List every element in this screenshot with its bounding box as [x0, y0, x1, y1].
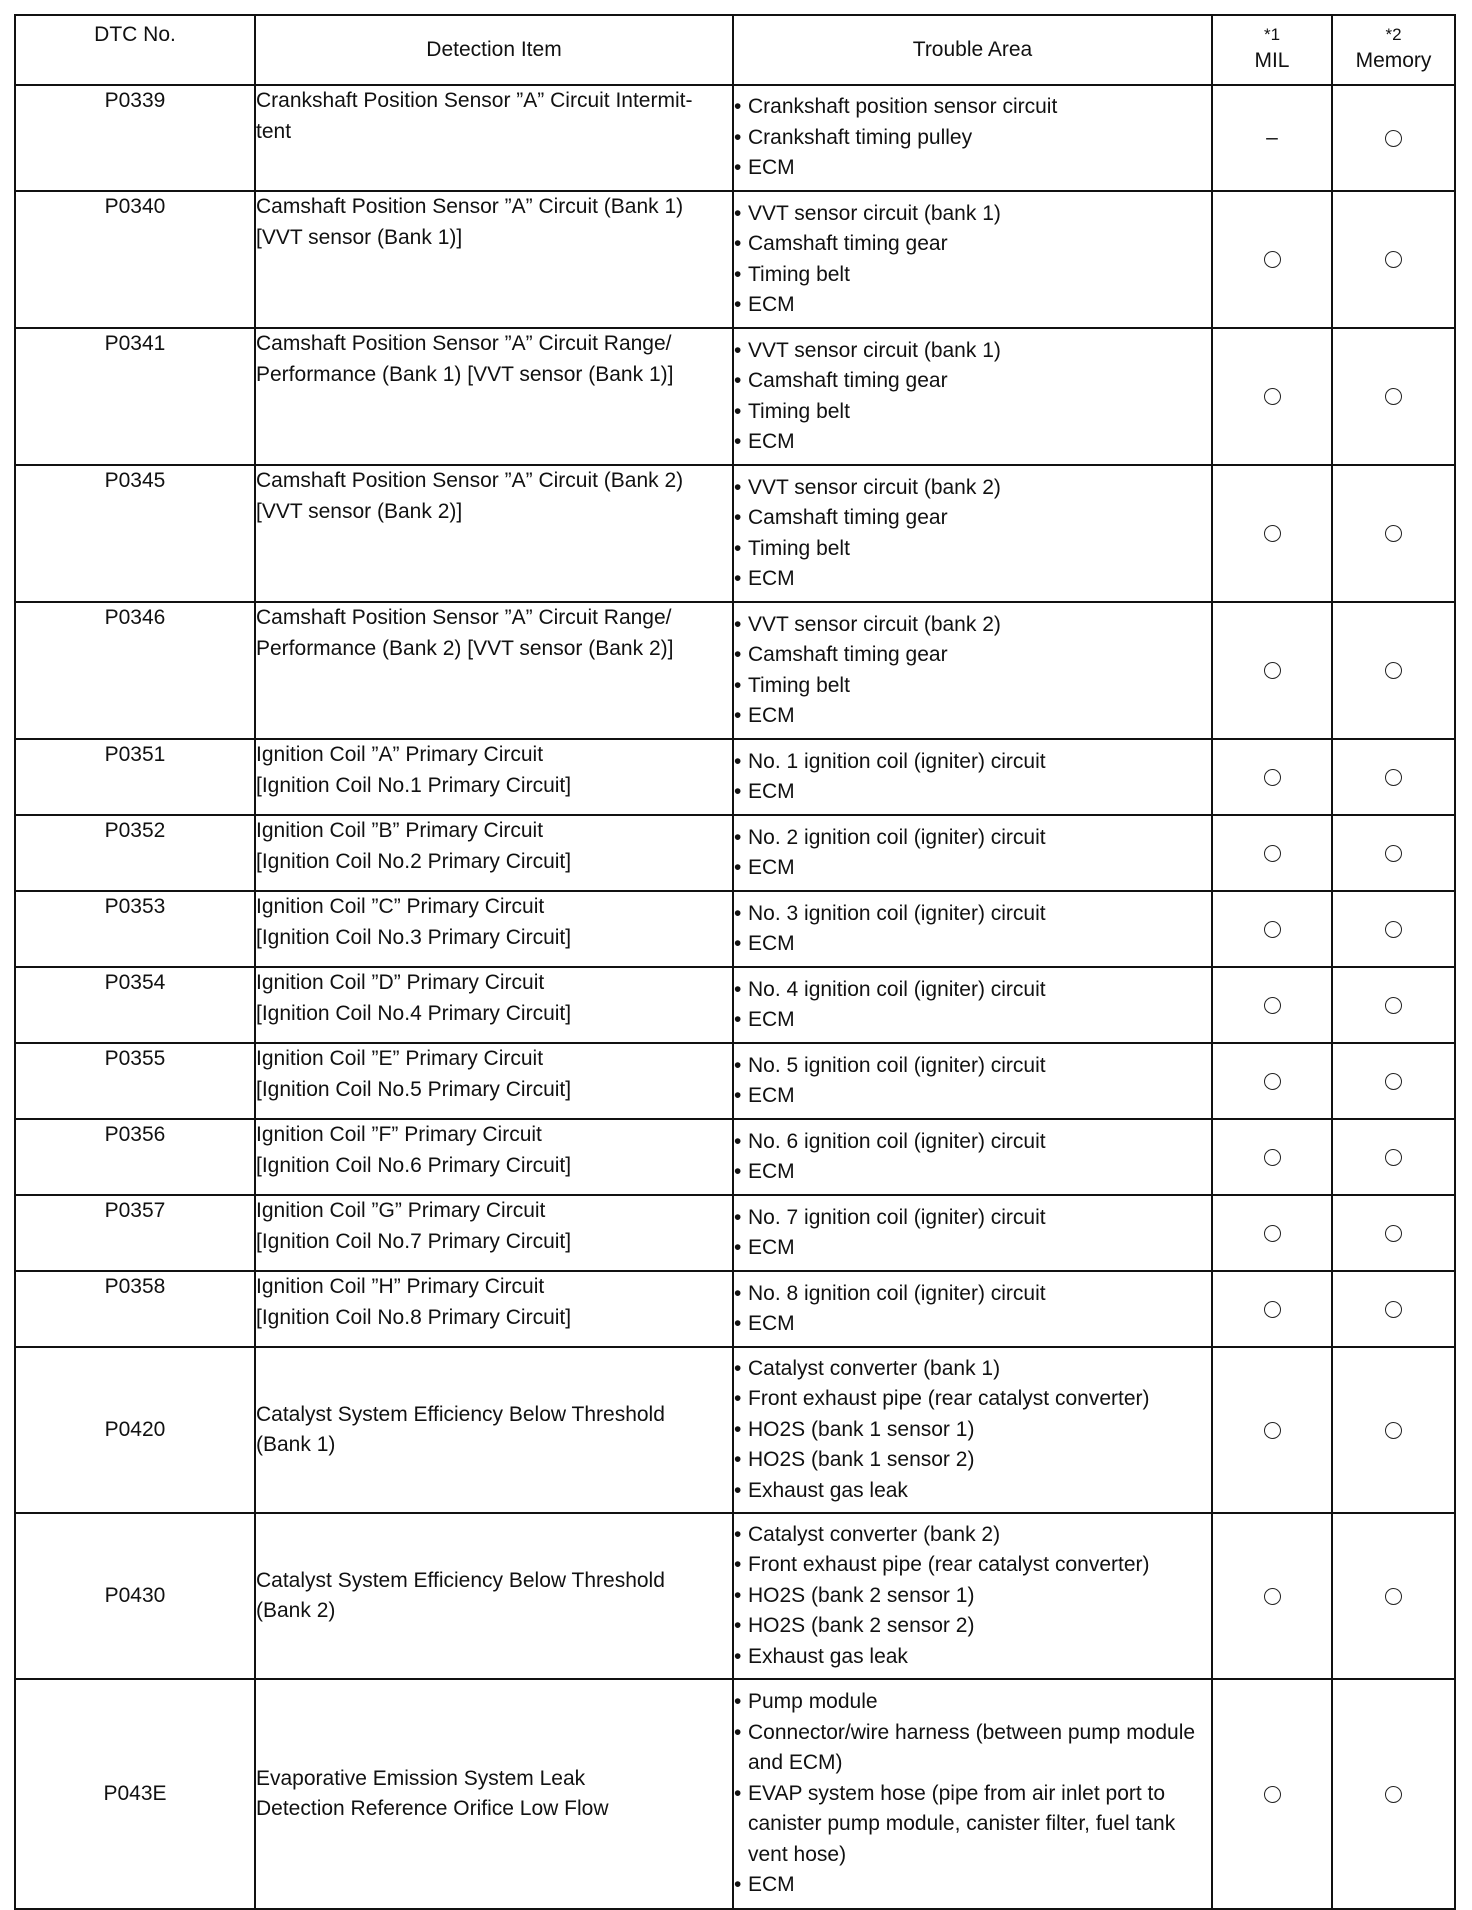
memory-cell — [1332, 328, 1455, 465]
mil-cell — [1212, 328, 1332, 465]
memory-cell — [1332, 1119, 1455, 1195]
detection-item-line: Camshaft Position Sensor ”A” Circuit (Bank 2) — [256, 469, 684, 492]
detection-item-line: Evaporative Emission System Leak — [256, 1766, 586, 1790]
trouble-area-item: • ECM — [734, 1870, 1211, 1901]
detection-item-line: [Ignition Coil No.8 Primary Circuit] — [256, 1305, 572, 1329]
mil-footnote-mark: *1 — [1263, 24, 1281, 44]
trouble-area-cell — [733, 1513, 1212, 1679]
dtc-code-cell: P0355 — [15, 1043, 255, 1119]
trouble-area-item: • Camshaft timing gear — [734, 503, 1211, 534]
trouble-area-item: • Exhaust gas leak — [734, 1642, 1211, 1673]
detection-item-line: Ignition Coil ”F” Primary Circuit — [256, 1123, 542, 1146]
trouble-area-item: • HO2S (bank 1 sensor 1) — [734, 1415, 1211, 1446]
trouble-area-item: • ECM — [734, 1309, 1211, 1340]
trouble-area-item: • ECM — [734, 1233, 1211, 1264]
detection-item-cell — [255, 191, 733, 328]
trouble-area-item: • Timing belt — [734, 534, 1211, 565]
detection-item-cell — [255, 1119, 733, 1195]
trouble-area-item: • ECM — [734, 1005, 1211, 1036]
memory-circle-icon — [1385, 1225, 1402, 1242]
trouble-area-list — [734, 610, 1211, 732]
trouble-area-item: • Front exhaust pipe (rear catalyst converter) — [734, 1550, 1211, 1581]
table-row — [15, 1119, 1455, 1195]
trouble-area-item: • No. 1 ignition coil (igniter) circuit — [734, 747, 1211, 778]
trouble-area-item: • No. 8 ignition coil (igniter) circuit — [734, 1279, 1211, 1310]
trouble-area-list — [734, 1127, 1211, 1188]
memory-circle-icon — [1385, 845, 1402, 862]
memory-circle-icon — [1385, 1588, 1402, 1605]
trouble-area-list — [734, 473, 1211, 595]
dtc-code-cell: P0356 — [15, 1119, 255, 1195]
memory-cell — [1332, 1513, 1455, 1679]
dtc-code-cell: P0345 — [15, 465, 255, 602]
trouble-area-item: • No. 2 ignition coil (igniter) circuit — [734, 823, 1211, 854]
mil-label: MIL — [1254, 48, 1290, 72]
mil-cell — [1212, 1119, 1332, 1195]
memory-cell — [1332, 815, 1455, 891]
memory-circle-icon — [1385, 251, 1402, 268]
memory-cell — [1332, 891, 1455, 967]
trouble-area-item: • ECM — [734, 1081, 1211, 1112]
detection-item-line: Detection Reference Orifice Low Flow — [256, 1797, 609, 1820]
dtc-code-cell: P0340 — [15, 191, 255, 328]
memory-circle-icon — [1385, 921, 1402, 938]
memory-circle-icon — [1385, 130, 1402, 147]
trouble-area-item: • No. 3 ignition coil (igniter) circuit — [734, 899, 1211, 930]
detection-item-cell — [255, 1347, 733, 1513]
detection-item-line: Performance (Bank 2) [VVT sensor (Bank 2)] — [256, 636, 674, 660]
detection-item-line: [VVT sensor (Bank 1)] — [256, 225, 463, 249]
memory-circle-icon — [1385, 1422, 1402, 1439]
memory-cell — [1332, 1195, 1455, 1271]
header-mil — [1212, 15, 1332, 85]
mil-circle-icon — [1264, 1786, 1281, 1803]
table-row — [15, 815, 1455, 891]
header-row — [15, 15, 1455, 85]
memory-cell — [1332, 1679, 1455, 1909]
dtc-code-cell: P0346 — [15, 602, 255, 739]
detection-item-line: Ignition Coil ”G” Primary Circuit — [256, 1199, 546, 1222]
memory-cell — [1332, 85, 1455, 191]
trouble-area-item: • Camshaft timing gear — [734, 640, 1211, 671]
detection-item-line: [Ignition Coil No.2 Primary Circuit] — [256, 849, 572, 873]
dtc-code-cell: P0430 — [15, 1513, 255, 1679]
trouble-area-item: • Front exhaust pipe (rear catalyst converter) — [734, 1384, 1211, 1415]
mil-cell — [1212, 602, 1332, 739]
table-row — [15, 191, 1455, 328]
memory-circle-icon — [1385, 1073, 1402, 1090]
dtc-code-cell: P0339 — [15, 85, 255, 191]
header-detection-item: Detection Item — [255, 15, 733, 85]
trouble-area-item: • Catalyst converter (bank 2) — [734, 1520, 1211, 1551]
trouble-area-cell — [733, 739, 1212, 815]
detection-item-line: Ignition Coil ”C” Primary Circuit — [256, 895, 545, 918]
trouble-area-cell — [733, 1043, 1212, 1119]
mil-circle-icon — [1264, 662, 1281, 679]
trouble-area-cell — [733, 328, 1212, 465]
trouble-area-item: • Timing belt — [734, 260, 1211, 291]
memory-cell — [1332, 1347, 1455, 1513]
trouble-area-item: • ECM — [734, 777, 1211, 808]
detection-item-cell — [255, 1043, 733, 1119]
trouble-area-item: • ECM — [734, 290, 1211, 321]
mil-circle-icon — [1264, 921, 1281, 938]
trouble-area-list — [734, 1687, 1211, 1901]
trouble-area-cell — [733, 465, 1212, 602]
mil-circle-icon — [1264, 845, 1281, 862]
table-row — [15, 1195, 1455, 1271]
dtc-code-cell: P0420 — [15, 1347, 255, 1513]
memory-circle-icon — [1385, 1149, 1402, 1166]
detection-item-line: [Ignition Coil No.5 Primary Circuit] — [256, 1077, 572, 1101]
table-row — [15, 1347, 1455, 1513]
trouble-area-cell — [733, 1679, 1212, 1909]
memory-circle-icon — [1385, 388, 1402, 405]
trouble-area-cell — [733, 1119, 1212, 1195]
table-row — [15, 1679, 1455, 1909]
trouble-area-item: • Crankshaft timing pulley — [734, 123, 1211, 154]
detection-item-cell — [255, 1679, 733, 1909]
dtc-code-cell: P0354 — [15, 967, 255, 1043]
mil-circle-icon — [1264, 251, 1281, 268]
detection-item-line: Catalyst System Efficiency Below Threshold — [256, 1568, 665, 1592]
trouble-area-item: • Camshaft timing gear — [734, 366, 1211, 397]
memory-cell — [1332, 967, 1455, 1043]
trouble-area-item: • HO2S (bank 2 sensor 1) — [734, 1581, 1211, 1612]
detection-item-line: tent — [256, 119, 292, 143]
mil-circle-icon — [1264, 997, 1281, 1014]
trouble-area-list — [734, 1354, 1211, 1507]
memory-cell — [1332, 465, 1455, 602]
trouble-area-item: • VVT sensor circuit (bank 2) — [734, 473, 1211, 504]
mil-cell — [1212, 1195, 1332, 1271]
header-trouble-area: Trouble Area — [733, 15, 1212, 85]
dtc-code-cell: P0341 — [15, 328, 255, 465]
mil-cell — [1212, 891, 1332, 967]
trouble-area-list — [734, 1279, 1211, 1340]
trouble-area-item: • Crankshaft position sensor circuit — [734, 92, 1211, 123]
dtc-code-cell: P0353 — [15, 891, 255, 967]
trouble-area-item: • No. 7 ignition coil (igniter) circuit — [734, 1203, 1211, 1234]
header-dtc-no: DTC No. — [15, 15, 255, 85]
trouble-area-item: • No. 4 ignition coil (igniter) circuit — [734, 975, 1211, 1006]
memory-cell — [1332, 1271, 1455, 1347]
table-row — [15, 85, 1455, 191]
detection-item-cell — [255, 739, 733, 815]
trouble-area-list — [734, 92, 1211, 184]
memory-circle-icon — [1385, 997, 1402, 1014]
detection-item-line: Camshaft Position Sensor ”A” Circuit Range/ — [256, 332, 672, 355]
trouble-area-item: • VVT sensor circuit (bank 1) — [734, 336, 1211, 367]
detection-item-cell — [255, 602, 733, 739]
mil-cell — [1212, 1043, 1332, 1119]
trouble-area-item: • VVT sensor circuit (bank 1) — [734, 199, 1211, 230]
trouble-area-list — [734, 975, 1211, 1036]
mil-circle-icon — [1264, 769, 1281, 786]
trouble-area-list — [734, 747, 1211, 808]
detection-item-cell — [255, 85, 733, 191]
trouble-area-cell — [733, 85, 1212, 191]
memory-circle-icon — [1385, 662, 1402, 679]
detection-item-cell — [255, 1271, 733, 1347]
table-row — [15, 967, 1455, 1043]
detection-item-line: [Ignition Coil No.4 Primary Circuit] — [256, 1001, 572, 1025]
table-row — [15, 602, 1455, 739]
detection-item-line: Ignition Coil ”H” Primary Circuit — [256, 1275, 545, 1298]
trouble-area-item: • No. 6 ignition coil (igniter) circuit — [734, 1127, 1211, 1158]
detection-item-line: [VVT sensor (Bank 2)] — [256, 499, 463, 523]
memory-circle-icon — [1385, 769, 1402, 786]
trouble-area-list — [734, 1520, 1211, 1673]
trouble-area-item: • No. 5 ignition coil (igniter) circuit — [734, 1051, 1211, 1082]
detection-item-cell — [255, 328, 733, 465]
memory-circle-icon — [1385, 525, 1402, 542]
mil-circle-icon — [1264, 525, 1281, 542]
detection-item-line: (Bank 2) — [256, 1599, 336, 1622]
mil-circle-icon — [1264, 1225, 1281, 1242]
detection-item-line: [Ignition Coil No.7 Primary Circuit] — [256, 1229, 572, 1253]
mil-cell — [1212, 967, 1332, 1043]
memory-circle-icon — [1385, 1301, 1402, 1318]
table-row — [15, 891, 1455, 967]
detection-item-cell — [255, 967, 733, 1043]
trouble-area-item: • ECM — [734, 427, 1211, 458]
trouble-area-list — [734, 1051, 1211, 1112]
detection-item-line: Ignition Coil ”B” Primary Circuit — [256, 819, 544, 842]
trouble-area-item: • Camshaft timing gear — [734, 229, 1211, 260]
detection-item-line: Camshaft Position Sensor ”A” Circuit Range/ — [256, 606, 672, 629]
mil-circle-icon — [1264, 1073, 1281, 1090]
trouble-area-item: • Timing belt — [734, 397, 1211, 428]
trouble-area-item: • HO2S (bank 2 sensor 2) — [734, 1611, 1211, 1642]
trouble-area-list — [734, 199, 1211, 321]
trouble-area-list — [734, 823, 1211, 884]
dtc-code-cell: P0351 — [15, 739, 255, 815]
memory-footnote-mark: *2 — [1385, 24, 1402, 44]
memory-circle-icon — [1385, 1786, 1402, 1803]
memory-cell — [1332, 602, 1455, 739]
mil-cell — [1212, 191, 1332, 328]
detection-item-line: Camshaft Position Sensor ”A” Circuit (Bank 1) — [256, 195, 684, 218]
trouble-area-item: • HO2S (bank 1 sensor 2) — [734, 1445, 1211, 1476]
detection-item-line: [Ignition Coil No.3 Primary Circuit] — [256, 925, 572, 949]
mil-dash-mark: – — [1266, 125, 1278, 149]
trouble-area-item: • EVAP system hose (pipe from air inlet port to canister pump module, canister filter, fuel tank vent hose) — [734, 1779, 1211, 1871]
trouble-area-item: • ECM — [734, 1157, 1211, 1188]
table-row — [15, 1271, 1455, 1347]
detection-item-line: Crankshaft Position Sensor ”A” Circuit Intermit- — [256, 89, 693, 112]
trouble-area-item: • ECM — [734, 701, 1211, 732]
detection-item-line: [Ignition Coil No.1 Primary Circuit] — [256, 773, 572, 797]
table-row — [15, 739, 1455, 815]
trouble-area-item: • ECM — [734, 853, 1211, 884]
mil-cell — [1212, 815, 1332, 891]
mil-circle-icon — [1264, 1588, 1281, 1605]
dtc-code-cell: P0357 — [15, 1195, 255, 1271]
memory-cell — [1332, 739, 1455, 815]
trouble-area-item: • ECM — [734, 564, 1211, 595]
mil-circle-icon — [1264, 1301, 1281, 1318]
trouble-area-list — [734, 336, 1211, 458]
trouble-area-item: • Catalyst converter (bank 1) — [734, 1354, 1211, 1385]
trouble-area-item: • ECM — [734, 929, 1211, 960]
table-row — [15, 328, 1455, 465]
memory-label: Memory — [1355, 48, 1432, 72]
detection-item-cell — [255, 1195, 733, 1271]
trouble-area-item: • VVT sensor circuit (bank 2) — [734, 610, 1211, 641]
table-row — [15, 465, 1455, 602]
mil-cell — [1212, 1679, 1332, 1909]
header-memory — [1332, 15, 1455, 85]
mil-cell — [1212, 739, 1332, 815]
dtc-table — [14, 14, 1456, 1910]
dtc-code-cell: P0358 — [15, 1271, 255, 1347]
trouble-area-list — [734, 1203, 1211, 1264]
trouble-area-cell — [733, 191, 1212, 328]
mil-circle-icon — [1264, 388, 1281, 405]
memory-cell — [1332, 191, 1455, 328]
mil-circle-icon — [1264, 1149, 1281, 1166]
detection-item-cell — [255, 815, 733, 891]
detection-item-line: Catalyst System Efficiency Below Threshold — [256, 1402, 665, 1426]
detection-item-line: Ignition Coil ”D” Primary Circuit — [256, 971, 545, 994]
table-row — [15, 1513, 1455, 1679]
trouble-area-cell — [733, 815, 1212, 891]
mil-cell — [1212, 1271, 1332, 1347]
mil-cell — [1212, 465, 1332, 602]
detection-item-cell — [255, 891, 733, 967]
trouble-area-item: • Connector/wire harness (between pump module and ECM) — [734, 1718, 1211, 1779]
detection-item-line: Performance (Bank 1) [VVT sensor (Bank 1)] — [256, 362, 674, 386]
trouble-area-cell — [733, 602, 1212, 739]
detection-item-line: [Ignition Coil No.6 Primary Circuit] — [256, 1153, 572, 1177]
trouble-area-cell — [733, 1347, 1212, 1513]
detection-item-line: (Bank 1) — [256, 1433, 336, 1456]
mil-circle-icon — [1264, 1422, 1281, 1439]
trouble-area-list — [734, 899, 1211, 960]
trouble-area-cell — [733, 967, 1212, 1043]
trouble-area-cell — [733, 1271, 1212, 1347]
trouble-area-item: • Pump module — [734, 1687, 1211, 1718]
table-row — [15, 1043, 1455, 1119]
memory-cell — [1332, 1043, 1455, 1119]
mil-cell — [1212, 1347, 1332, 1513]
trouble-area-cell — [733, 1195, 1212, 1271]
mil-cell — [1212, 85, 1332, 191]
detection-item-line: Ignition Coil ”E” Primary Circuit — [256, 1047, 544, 1070]
detection-item-cell — [255, 465, 733, 602]
dtc-table-body — [15, 85, 1455, 1909]
detection-item-line: Ignition Coil ”A” Primary Circuit — [256, 743, 544, 766]
trouble-area-cell — [733, 891, 1212, 967]
dtc-code-cell: P0352 — [15, 815, 255, 891]
trouble-area-item: • ECM — [734, 153, 1211, 184]
mil-cell — [1212, 1513, 1332, 1679]
detection-item-cell — [255, 1513, 733, 1679]
trouble-area-item: • Timing belt — [734, 671, 1211, 702]
dtc-code-cell: P043E — [15, 1679, 255, 1909]
trouble-area-item: • Exhaust gas leak — [734, 1476, 1211, 1507]
